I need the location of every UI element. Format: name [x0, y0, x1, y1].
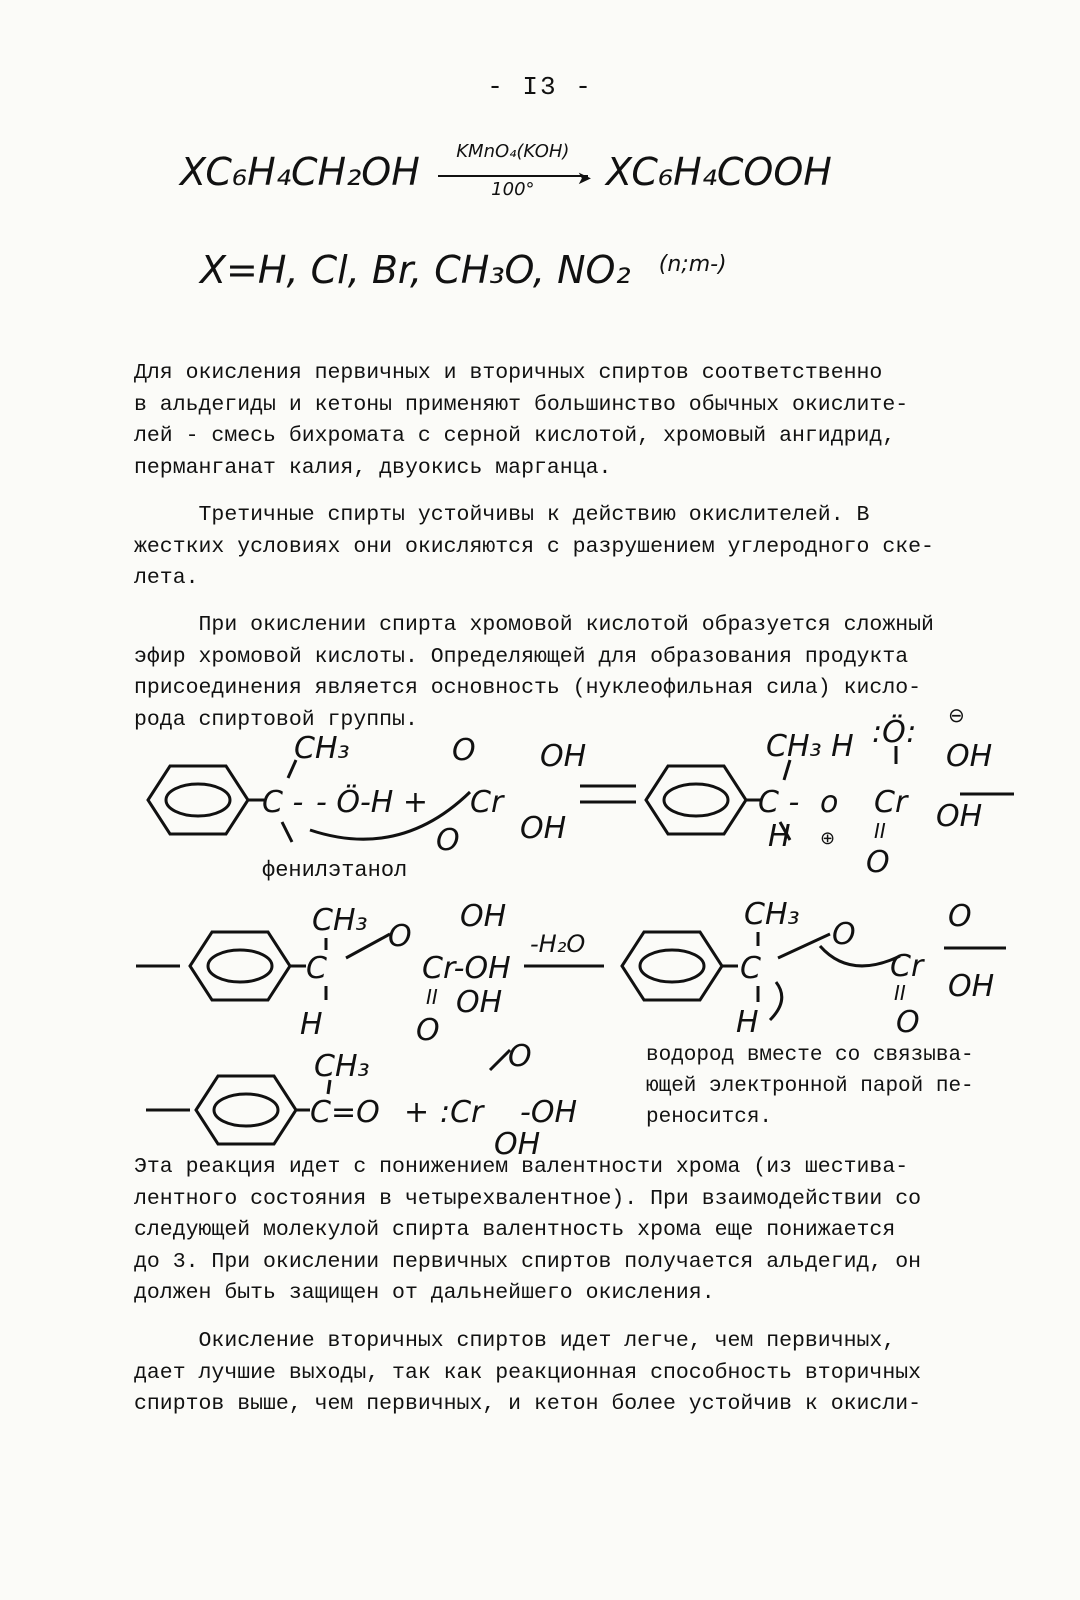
- arrow-reagent: KMnO₄(KOH): [456, 140, 570, 162]
- label-h-3: H: [300, 1007, 323, 1042]
- label-cr-3: Cr: [890, 949, 924, 984]
- paragraph-3: При окислении спирта хромовой кислотой образуется сложный эфир хромовой кислоты. Определяющей для образования продукта присоединения является основность (нуклеофильная сила) кисло- рода спиртовой группы.: [134, 613, 934, 732]
- label-colon-cr: :Cr: [440, 1095, 484, 1130]
- benzene-ring-1: [148, 766, 248, 834]
- label-oh-2: OH: [540, 739, 587, 774]
- label-plus-charge: ⊕: [820, 828, 836, 849]
- electron-arrow-2: [770, 982, 782, 1020]
- arrow-line: [438, 175, 588, 177]
- label-double-bond-1: II: [874, 819, 886, 843]
- benzene-circle-2: [664, 784, 728, 816]
- benzene-circle-5: [214, 1094, 278, 1126]
- label-ch3h: CH₃ H: [766, 729, 854, 764]
- benzene-circle-4: [640, 950, 704, 982]
- benzene-ring-4: [622, 932, 722, 1000]
- label-h-4: H: [736, 1005, 759, 1040]
- label-cr-oh: Cr-OH: [422, 951, 511, 986]
- oxidation-equation: [180, 140, 832, 200]
- reaction-arrow: [438, 140, 592, 200]
- label-c-3: C: [306, 951, 327, 986]
- label-cr-1: Cr: [470, 785, 504, 820]
- label-oh-3: OH: [520, 811, 567, 846]
- label-double-bond-3: II: [894, 981, 906, 1005]
- page-number: - I3 -: [487, 72, 593, 102]
- benzene-circle-3: [208, 950, 272, 982]
- arrow-head-icon: ➤: [576, 167, 592, 189]
- label-oh-7: OH: [456, 985, 503, 1020]
- benzene-circle-1: [166, 784, 230, 816]
- label-o-8: O: [896, 1005, 920, 1040]
- label-c-2: C -: [758, 785, 800, 820]
- label-o-7: O: [948, 899, 972, 934]
- paragraph-4: Эта реакция идет с понижением валентности хрома (из шестива- лентного состояния в четырехвалентное). При взаимодействии со следующей молекулой спирта валентность хрома еще понижается до 3. При окислении первичных спиртов получается альдегид, он должен быть защищен от дальнейшего окисления.: [134, 1155, 922, 1305]
- label-o-ring: o: [820, 785, 839, 820]
- label-ch3-4: CH₃: [744, 897, 800, 932]
- isomer-note: (n;m-): [658, 252, 727, 277]
- label-h-2: H: [768, 819, 791, 854]
- label-ch3-5: CH₃: [314, 1049, 370, 1084]
- paragraph-5: Окисление вторичных спиртов идет легче, чем первичных, дает лучшие выходы, так как реакционная способность вторичных спиртов выше, чем первичных, и кетон более устойчив к окисли-: [134, 1329, 922, 1416]
- label-o-1: O: [452, 733, 476, 768]
- label-o-5: O: [416, 1013, 440, 1048]
- label-c-1: C -: [262, 785, 304, 820]
- label-minus-h2o: -H₂O: [530, 930, 586, 958]
- label-oh-1: - Ö-H +: [316, 785, 429, 820]
- label-oh-9: OH: [494, 1127, 541, 1162]
- label-o-4: O: [388, 919, 412, 954]
- label-ch3-3: CH₃: [312, 903, 368, 938]
- label-o-3: O: [866, 845, 890, 880]
- label-oh-5: OH: [936, 799, 983, 834]
- label-minus-charge: ⊖: [948, 703, 965, 727]
- bond-o-4: [778, 934, 830, 958]
- paragraph-1: Для окисления первичных и вторичных спиртов соответственно в альдегиды и кетоны применяют большинство обычных окислите- лей - смесь бихромата с серной кислотой, хромовый ангидрид, перманганат калия, двуокись марганца.: [134, 361, 909, 480]
- label-o-2: O: [436, 823, 460, 858]
- label-oh-4: OH: [946, 739, 993, 774]
- equation-product: XC₆H₄COOH: [605, 150, 832, 194]
- paragraph-2: Третичные спирты устойчивы к действию окислителей. В жестких условиях они окисляются с разрушением углеродного ске- лета.: [134, 503, 934, 590]
- label-c-4: C: [740, 951, 761, 986]
- label-ch3-1: CH₃: [294, 731, 350, 766]
- benzene-ring-5: [196, 1076, 296, 1144]
- hydride-note: водород вместе со связыва- ющей электронной парой пе- реносится.: [646, 1044, 974, 1129]
- label-o-minus: :Ö:: [872, 715, 917, 750]
- benzene-ring-2: [646, 766, 746, 834]
- phenylethanol-label: фенилэтанол: [262, 858, 408, 883]
- substituent-list: X=H, Cl, Br, CH₃O, NO₂: [200, 248, 631, 292]
- arrow-temperature: 100°: [491, 178, 535, 200]
- bond-cro-5: [490, 1050, 510, 1070]
- label-o-6: O: [832, 917, 856, 952]
- substituent-equation: [200, 248, 727, 292]
- benzene-ring-3: [190, 932, 290, 1000]
- bond-h-1: [282, 822, 292, 842]
- label-cr-2: Cr: [874, 785, 908, 820]
- label-plus-sign: +: [404, 1095, 430, 1130]
- equation-reactant: XC₆H₄CH₂OH: [180, 150, 420, 194]
- label-dash-oh: -OH: [520, 1095, 577, 1130]
- label-o-9: O: [508, 1039, 532, 1074]
- label-oh-6: OH: [460, 899, 507, 934]
- label-oh-8: OH: [948, 969, 995, 1004]
- label-c-eq-o: C=O: [310, 1095, 380, 1130]
- label-double-bond-2: II: [426, 985, 438, 1009]
